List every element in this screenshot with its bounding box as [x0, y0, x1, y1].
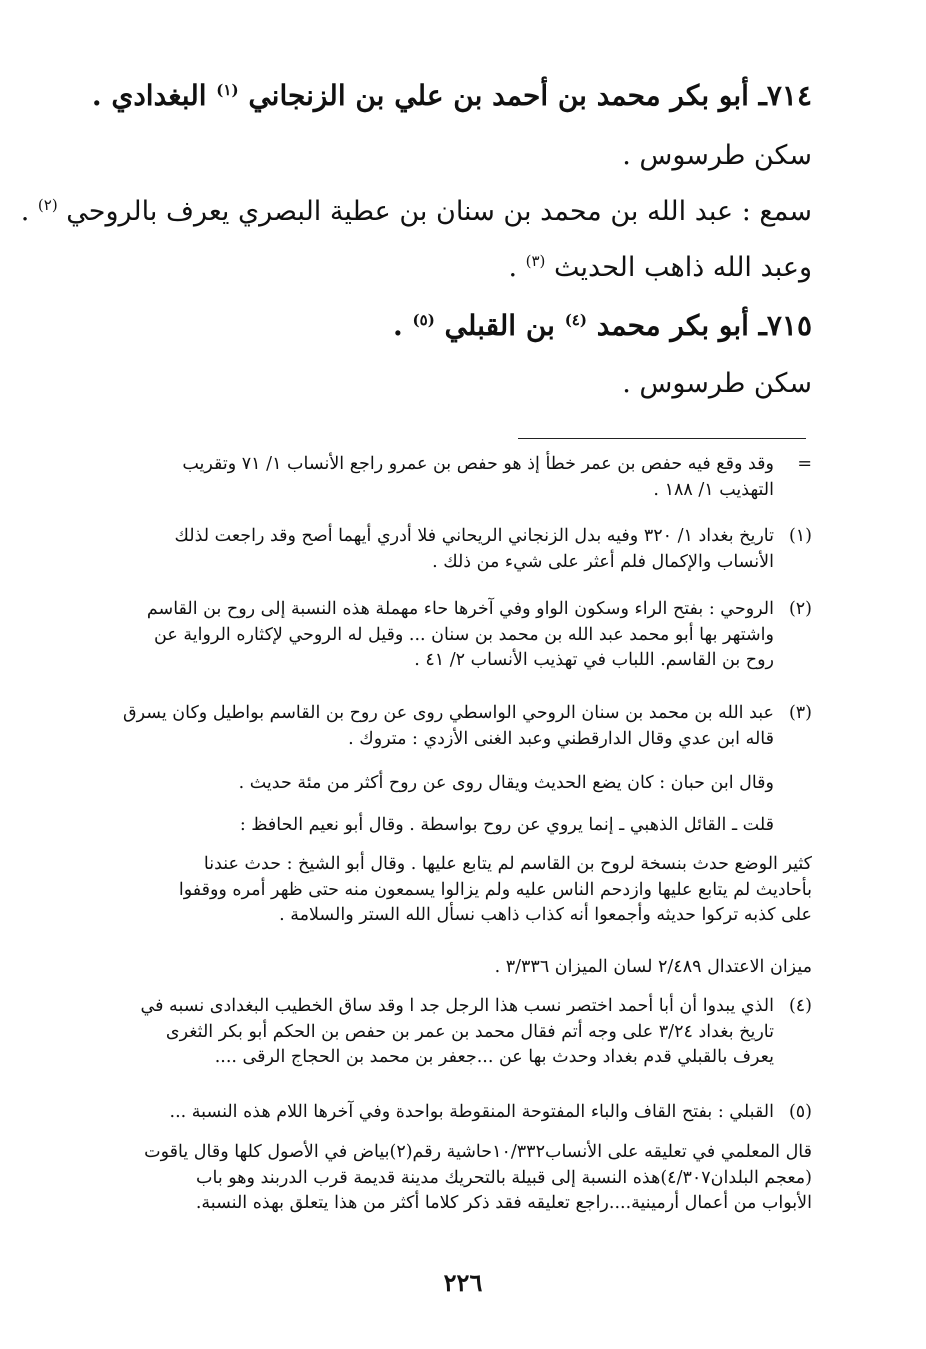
- footnote-ref-5[interactable]: (٥): [412, 311, 435, 329]
- footnote-line: قلت ـ القائل الذهبي ـ إنما يروي عن روح بواسطة . وقال أبو نعيم الحافظ :: [239, 815, 774, 835]
- footnote-line: قاله ابن عدي وقال الدارقطني وعبد الغنى الأزدي : متروك .: [348, 728, 774, 749]
- footnote-3-source: [76, 955, 812, 981]
- footnote-line: وقال ابن حبان : كان يضع الحديث ويقال روى عن روح أكثر من مئة حديث .: [238, 773, 774, 793]
- footnote-ref-1[interactable]: (١): [216, 81, 239, 99]
- note-text: وعبد الله ذاهب الحديث: [554, 252, 812, 283]
- residence-text: سكن طرسوس .: [622, 368, 812, 399]
- footnote-5-marker: (٥): [788, 1102, 812, 1122]
- footnote-line: عبد الله بن محمد بن سنان الروحي الواسطي روى عن روح بن القاسم بواطيل وكان يسرق: [123, 703, 774, 723]
- footnote-line: ميزان الاعتدال ٢/٤٨٩ لسان الميزان ٣/٣٣٦ .: [494, 957, 812, 977]
- entry-714-heard-from: [20, 194, 812, 230]
- footnote-line: وقد وقع فيه حفص بن عمر خطأ إذ هو حفص بن عمرو راجع الأنساب ١/ ٧١ وتقريب: [182, 454, 774, 474]
- footnote-1-marker: (١): [788, 526, 812, 546]
- entry-714-heading: [70, 78, 812, 114]
- footnote-ref-4[interactable]: (٤): [564, 311, 587, 329]
- entry-715-residence: [70, 366, 812, 402]
- footnote-1: [76, 524, 812, 575]
- footnote-line: يعرف بالقبلي قدم بغداد وحدث بها عن ...جعفر بن محمد بن الحجاج الرقى ....: [214, 1047, 774, 1067]
- footnote-ref-2[interactable]: (٢): [37, 196, 58, 214]
- footnote-2-marker: (٢): [788, 599, 812, 619]
- footnote-line: الروحي : بفتح الراء وسكون الواو وفي آخرها حاء مهملة هذه النسبة إلى روح بن القاسم: [146, 599, 774, 619]
- footnote-line: كثير الوضع حدث بنسخة لروح بن القاسم لم يتابع عليها . وقال أبو الشيخ : حدث عندنا: [203, 854, 812, 874]
- entry-heading-tail: البغدادي .: [91, 79, 207, 112]
- entry-714-note: [70, 250, 812, 286]
- footnote-3-sub-1: [76, 771, 812, 797]
- continuation-marker: =: [797, 454, 812, 474]
- footnote-line: القبلي : بفتح القاف والباء المفتوحة المنقوطة بواحدة وفي آخرها اللام هذه النسبة ...: [169, 1102, 774, 1122]
- footnote-5: [76, 1100, 812, 1126]
- entry-714-residence: [70, 138, 812, 174]
- footnote-line: على كذبه تركوا حديثه وأجمعوا أنه كذاب ذاهب نسأل الله الستر والسلامة .: [279, 905, 812, 925]
- footnote-3: [76, 701, 812, 752]
- footnote-divider: [518, 438, 806, 439]
- footnote-line: الأنساب والإكمال فلم أعثر على شيء من ذلك .: [432, 551, 774, 572]
- footnote-line: بأحاديث لم يتابع عليها وازدحم الناس عليه ولم يزالوا يسمعون منه حتى ظهر أمره ووقفوا: [178, 879, 812, 900]
- entry-heading-text: ٧١٥ـ أبو بكر محمد: [596, 309, 812, 342]
- footnote-5-paragraph: [76, 1140, 812, 1217]
- footnote-4-marker: (٤): [788, 996, 812, 1016]
- footnote-continuation: [76, 452, 812, 503]
- footnote-line: (معجم البلدان٤/٣٠٧)هذه النسبة إلى قبيلة بالتحريك مدينة قديمة قرب الدربند وهو باب: [196, 1167, 812, 1188]
- page-number: ٢٢٦: [443, 1268, 483, 1297]
- entry-heading-tail-2: .: [393, 309, 403, 342]
- footnote-line: تاريخ بغداد ٣/٢٤ على وجه أتم فقال محمد بن عمر بن حفص بن الحكم أبو بكر الثغرى: [165, 1021, 774, 1042]
- footnote-line: تاريخ بغداد ١/ ٣٢٠ وفيه بدل الزنجاني الريحاني فلا أدري أيهما أصح وقد راجعت لذلك: [174, 526, 774, 546]
- footnote-3-paragraph: [76, 852, 812, 929]
- footnote-ref-3[interactable]: (٣): [525, 252, 546, 270]
- footnote-line: التهذيب ١/ ١٨٨ .: [653, 479, 774, 500]
- footnote-line: واشتهر بها أبو محمد عبد الله بن محمد بن سنان ... وقيل له الروحي لإكثاره الرواية عن: [154, 624, 774, 645]
- footnote-line: روح بن القاسم. اللباب في تهذيب الأنساب ٢/ ٤١ .: [414, 650, 774, 670]
- note-tail: .: [508, 252, 518, 283]
- footnote-2: [76, 597, 812, 674]
- footnote-3-marker: (٣): [788, 703, 812, 723]
- footnote-line: قال المعلمي في تعليقه على الأنساب١٠/٣٣٢حاشية رقم(٢)بياض في الأصول كلها وقال ياقوت: [144, 1142, 812, 1162]
- heard-from-text: سمع : عبد الله بن محمد بن سنان بن عطية البصري يعرف بالروحي: [66, 196, 812, 227]
- heard-from-tail: .: [20, 196, 30, 227]
- entry-heading-tail: بن القبلي: [444, 309, 555, 342]
- residence-text: سكن طرسوس .: [622, 140, 812, 171]
- entry-715-heading: [70, 308, 812, 344]
- footnote-line: الذي يبدوا أن أبا أحمد اختصر نسب هذا الرجل جد ا وقد ساق الخطيب البغدادى نسبه في: [140, 996, 774, 1016]
- footnote-4: [76, 994, 812, 1071]
- footnote-line: الأبواب من أعمال أرمينية....راجع تعليقه فقد ذكر كلاما أكثر من هذا يتعلق بهذه النسبة.: [195, 1193, 812, 1213]
- footnote-3-sub-2: [76, 813, 812, 839]
- entry-heading-text: ٧١٤ـ أبو بكر محمد بن أحمد بن علي بن الزنجاني: [248, 79, 812, 112]
